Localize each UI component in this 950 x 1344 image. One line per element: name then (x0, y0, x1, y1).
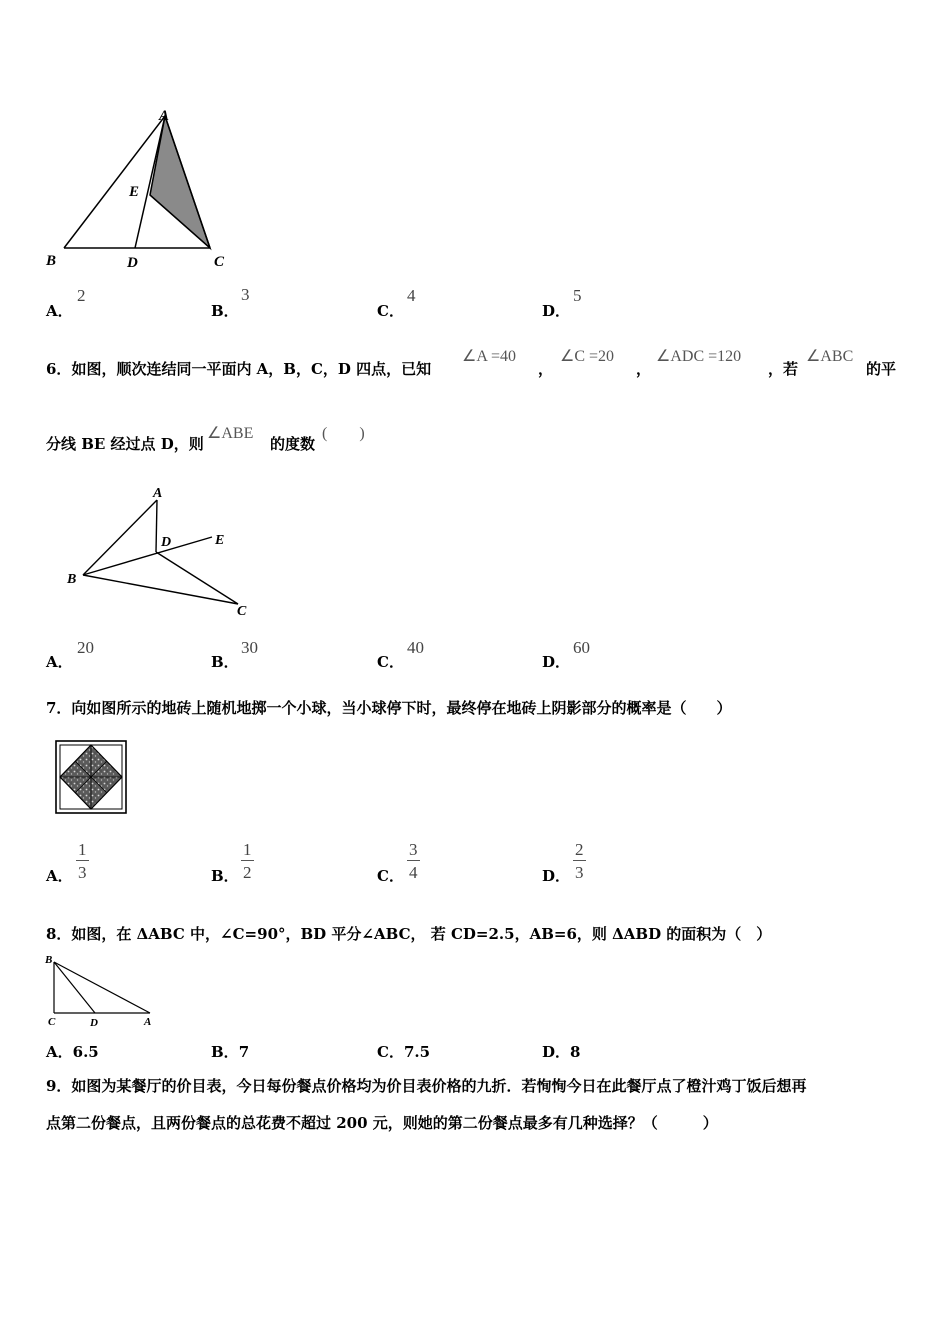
option-letter: B． (211, 1043, 239, 1061)
q5-option-d-value: 5 (573, 286, 582, 305)
q8-option-d[interactable] (542, 1041, 580, 1062)
q5-label-e: E (129, 184, 140, 200)
q7-option-b[interactable] (211, 865, 239, 886)
q6-option-c[interactable] (377, 651, 404, 672)
option-letter: D． (542, 302, 571, 320)
q5-shaded-region (150, 116, 210, 248)
q6-label-e: E (215, 533, 225, 548)
q6-answer-paren: ( ) (322, 425, 365, 442)
fraction-numerator: 1 (78, 840, 87, 859)
option-letter: A． (46, 302, 73, 320)
q6-label-d: D (161, 535, 172, 550)
q8-label-d: D (90, 1017, 98, 1029)
q5-label-a: A (159, 108, 170, 124)
q8-label-a: A (144, 1016, 152, 1028)
q6-option-a-value: 20 (77, 638, 94, 657)
q7-floor-tile-figure (55, 740, 127, 814)
fraction-denominator: 3 (575, 863, 584, 882)
q6-text-3: 的平 (866, 360, 897, 378)
q6-number: 6． (46, 360, 72, 378)
option-letter: B． (211, 653, 239, 671)
q8-label-b: B (45, 954, 53, 966)
option-value: 7 (238, 1043, 250, 1061)
q7-stem: 7．向如图所示的地砖上随机地掷一个小球，当小球停下时，最终停在地砖上阴影部分的概率是（ ） (46, 699, 732, 717)
q6-text-2: ，若 (768, 360, 799, 378)
option-value: 8 (570, 1043, 581, 1061)
q5-option-c[interactable] (377, 300, 404, 321)
option-letter: C． (377, 302, 404, 320)
q6-option-c-value: 40 (407, 638, 424, 657)
q6-sep-1: ， (538, 360, 554, 378)
q7-option-a-fraction (76, 841, 89, 881)
option-letter: D． (542, 1043, 571, 1061)
option-letter: D． (542, 867, 571, 885)
option-letter: C． (377, 867, 404, 885)
option-letter: A． (46, 1043, 73, 1061)
q6-option-b[interactable] (211, 651, 239, 672)
fraction-denominator: 3 (78, 863, 87, 882)
q9-stem-line1: 9．如图为某餐厅的价目表，今日每份餐点价格均为价目表价格的九折．若恂恂今日在此餐厅点了橙汁鸡丁饭后想再 (46, 1077, 807, 1095)
q9-stem-line2: 点第二份餐点，且两份餐点的总花费不超过 200 元，则她的第二份餐点最多有几种选择？（ ） (46, 1114, 718, 1132)
q6-line-ad (156, 500, 157, 552)
q6-angle-a: ∠A =40 (462, 348, 517, 365)
option-letter: A． (46, 653, 73, 671)
q7-option-d-fraction (573, 841, 586, 881)
q7-option-c-fraction (407, 841, 420, 881)
q5-option-b-value: 3 (241, 285, 250, 304)
fraction-numerator: 1 (243, 840, 252, 859)
q7-option-d[interactable] (542, 865, 570, 886)
fraction-numerator: 3 (409, 840, 418, 859)
q6-option-d-value: 60 (573, 638, 590, 657)
q8-option-c[interactable] (377, 1041, 430, 1062)
q5-label-b: B (46, 253, 57, 269)
q6-text-4: 分线 BE 经过点 D，则 (46, 435, 204, 453)
q6-label-a: A (153, 486, 163, 501)
q5-option-a[interactable] (46, 300, 73, 321)
q8-option-b[interactable] (211, 1041, 249, 1062)
q5-label-c: C (214, 254, 225, 270)
option-letter: C． (377, 1043, 404, 1061)
q8-segment-bd (54, 962, 95, 1013)
q7-option-c[interactable] (377, 865, 404, 886)
q6-sep-2: ， (636, 360, 652, 378)
q8-option-a[interactable] (46, 1041, 99, 1062)
option-letter: D． (542, 653, 571, 671)
q6-angle-adc: ∠ADC =120 (656, 348, 742, 365)
q6-stem-line1 (46, 358, 431, 379)
option-letter: B． (211, 867, 239, 885)
q5-option-d[interactable] (542, 300, 570, 321)
q8-label-c: C (48, 1016, 56, 1028)
fraction-denominator: 2 (243, 863, 252, 882)
option-letter: B． (211, 302, 239, 320)
q5-option-a-value: 2 (77, 286, 86, 305)
q5-label-d: D (127, 255, 138, 271)
option-value: 6.5 (72, 1043, 99, 1061)
q6-option-d[interactable] (542, 651, 570, 672)
option-letter: C． (377, 653, 404, 671)
q5-option-c-value: 4 (407, 286, 416, 305)
fraction-denominator: 4 (409, 863, 418, 882)
option-letter: A． (46, 867, 73, 885)
q6-option-b-value: 30 (241, 638, 258, 657)
option-value: 7.5 (403, 1043, 431, 1061)
q8-stem: 8．如图，在 ΔABC 中，∠C=90°，BD 平分∠ABC， 若 CD=2.5，AB=6，则 ΔABD 的面积为（ ） (46, 925, 772, 943)
q6-option-a[interactable] (46, 651, 73, 672)
q6-text-1: 如图，顺次连结同一平面内 A，B，C，D 四点，已知 (71, 360, 432, 378)
q8-side-ba (54, 962, 150, 1013)
q8-triangle-figure (40, 950, 165, 1030)
q6-figure (60, 480, 260, 620)
q6-angle-c: ∠C =20 (560, 348, 615, 365)
q5-triangle-figure (40, 100, 250, 275)
q5-option-b[interactable] (211, 300, 239, 321)
q6-angle-abc: ∠ABC (806, 348, 854, 365)
q7-option-a[interactable] (46, 865, 73, 886)
q6-text-5: 的度数 (270, 435, 316, 453)
q6-label-b: B (67, 572, 77, 587)
fraction-numerator: 2 (575, 840, 584, 859)
q7-option-b-fraction (241, 841, 254, 881)
q6-label-c: C (237, 604, 247, 619)
q6-angle-abe: ∠ABE (207, 425, 254, 442)
